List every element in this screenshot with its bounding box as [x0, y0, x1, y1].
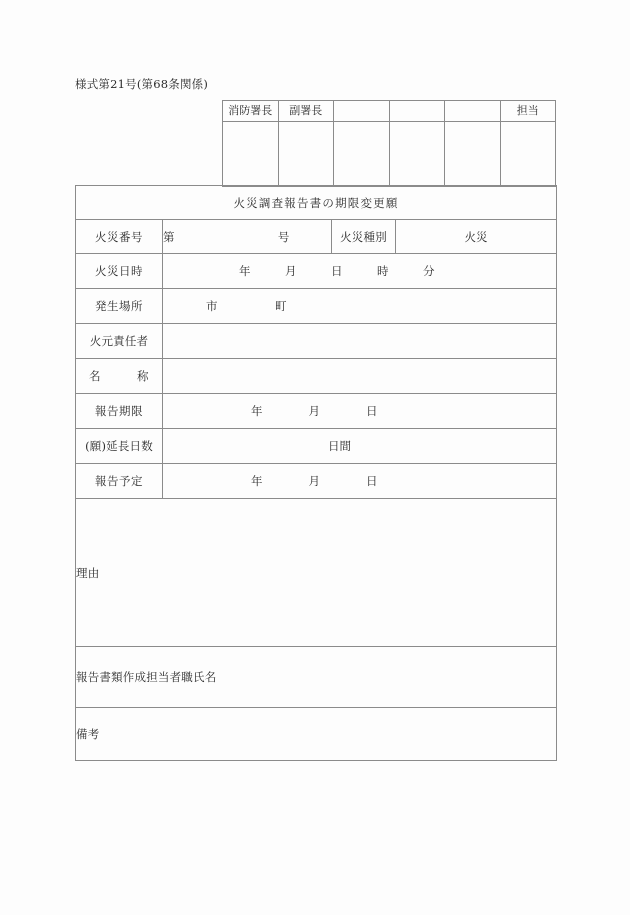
stamp-header-deputy-chief: 副署長	[278, 101, 334, 122]
value-report-scheduled[interactable]: 年 月 日	[163, 464, 557, 499]
stamp-box-fire-chief[interactable]	[223, 122, 279, 187]
stamp-box-blank-2[interactable]	[389, 122, 445, 187]
stamp-header-blank-1	[334, 101, 390, 122]
value-fire-type[interactable]: 火災	[396, 220, 557, 254]
label-fire-datetime: 火災日時	[76, 254, 163, 289]
label-report-scheduled: 報告予定	[76, 464, 163, 499]
notes-section[interactable]	[76, 708, 557, 761]
value-location[interactable]: 市 町	[163, 289, 557, 324]
label-name: 名 称	[76, 359, 163, 394]
stamp-body-row	[223, 122, 556, 187]
row-fire-datetime	[76, 254, 557, 289]
label-extension-days: (願)延長日数	[76, 429, 163, 464]
staff-name-section[interactable]	[76, 647, 557, 708]
label-fire-type: 火災種別	[332, 220, 396, 254]
stamp-header-blank-2	[389, 101, 445, 122]
label-location: 発生場所	[76, 289, 163, 324]
form-number-heading: 様式第21号(第68条関係)	[75, 77, 209, 91]
value-report-deadline[interactable]: 年 月 日	[163, 394, 557, 429]
stamp-box-deputy-chief[interactable]	[278, 122, 334, 187]
fire-number-prefix: 第	[163, 229, 175, 244]
row-report-deadline	[76, 394, 557, 429]
label-staff-name: 報告書類作成担当者職氏名	[76, 670, 217, 684]
value-responsible-person[interactable]	[163, 324, 557, 359]
row-reason	[76, 499, 557, 647]
main-form-table	[75, 185, 557, 761]
row-extension-days	[76, 429, 557, 464]
row-notes	[76, 708, 557, 761]
fire-number-suffix: 号	[277, 229, 290, 244]
label-responsible-person: 火元責任者	[76, 324, 163, 359]
row-location	[76, 289, 557, 324]
stamp-header-in-charge: 担当	[500, 101, 556, 122]
row-responsible-person	[76, 324, 557, 359]
value-fire-datetime[interactable]: 年 月 日 時 分	[163, 254, 557, 289]
value-extension-days[interactable]: 日間	[163, 429, 557, 464]
row-fire-number	[76, 220, 557, 254]
value-name[interactable]	[163, 359, 557, 394]
form-title-row	[76, 186, 557, 220]
value-fire-number[interactable]	[163, 220, 332, 254]
stamp-box-blank-3[interactable]	[445, 122, 501, 187]
row-staff-name	[76, 647, 557, 708]
stamp-header-row	[223, 101, 556, 122]
form-title: 火災調査報告書の期限変更願	[76, 186, 557, 220]
row-report-scheduled	[76, 464, 557, 499]
stamp-box-in-charge[interactable]	[500, 122, 556, 187]
stamp-header-blank-3	[445, 101, 501, 122]
stamp-header-fire-chief: 消防署長	[223, 101, 279, 122]
label-notes: 備考	[76, 727, 100, 741]
label-fire-number: 火災番号	[76, 220, 163, 254]
label-report-deadline: 報告期限	[76, 394, 163, 429]
row-name	[76, 359, 557, 394]
reason-section[interactable]	[76, 499, 557, 647]
stamp-box-blank-1[interactable]	[334, 122, 390, 187]
label-reason: 理由	[76, 565, 100, 580]
approval-stamp-table	[222, 100, 556, 187]
